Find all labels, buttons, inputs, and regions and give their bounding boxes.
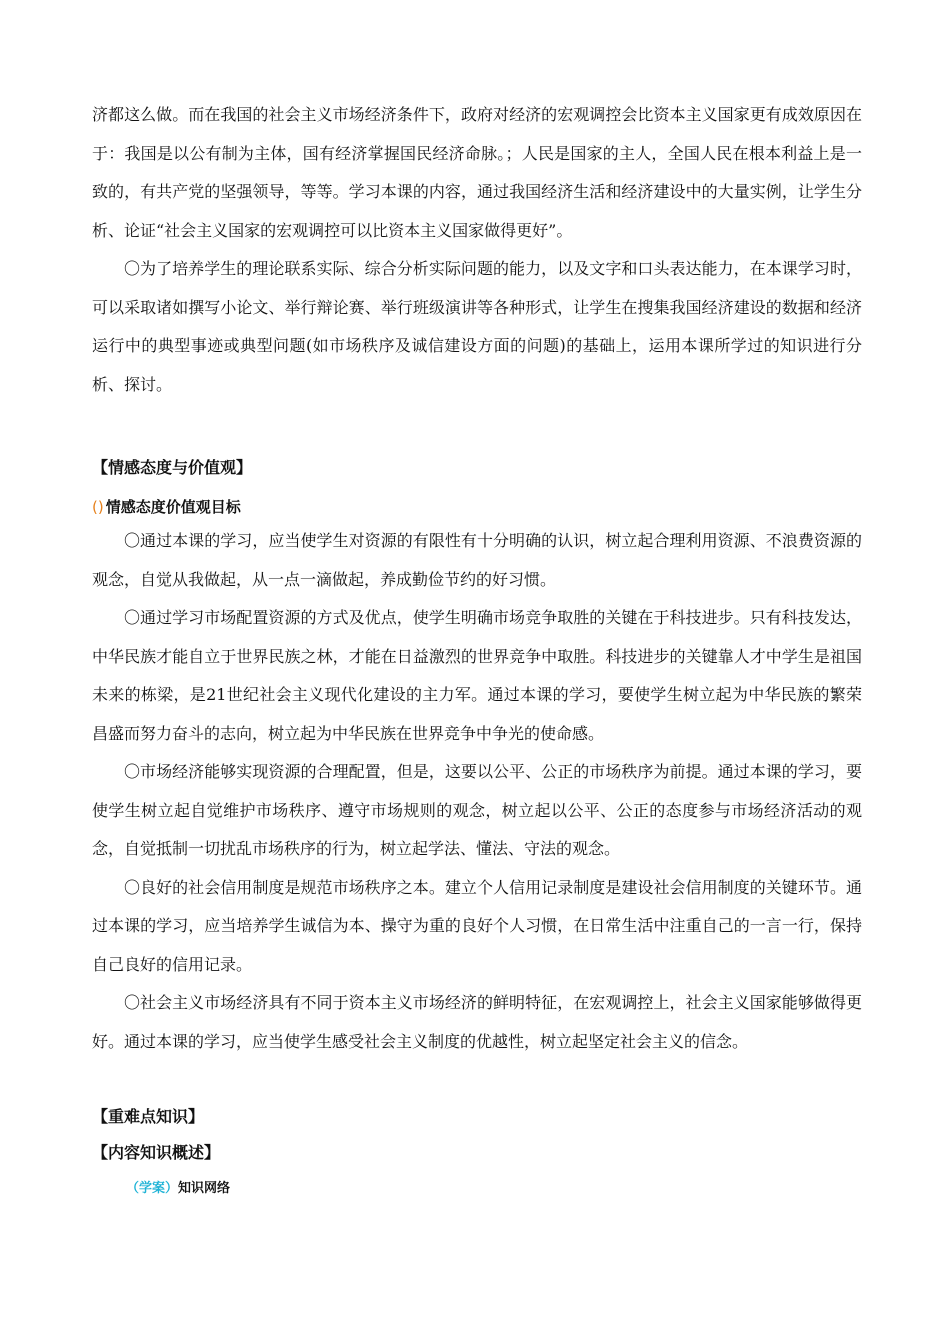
subheading-goal-label: 情感态度价值观目标 <box>105 498 241 516</box>
heading-emotion-values: 【情感态度与价值观】 <box>92 458 253 477</box>
goal-item: 〇通过本课的学习，应当使学生对资源的有限性有十分明确的认识，树立起合理利用资源、不浪费资源的观念，自觉从我做起，从一点一滴做起，养成勤俭节约的好习惯。 <box>92 531 862 589</box>
paragraph-intro: 济都这么做。而在我国的社会主义市场经济条件下，政府对经济的宏观调控会比资本主义国家更有成效原因在于：我国是以公有制为主体，国有经济掌握国民经济命脉。；人民是国家的主人，全国人民在根本利益上是一致的，有共产党的坚强领导，等等。学习本课的内容，通过我国经济生活和经济建设中的大量实例，让学生分析、论证“社会主义国家的宏观调控可以比资本主义国家做得更好”。 <box>92 105 862 240</box>
knowledge-network-label: 知识网络 <box>178 1181 231 1196</box>
goal-item: 〇社会主义市场经济具有不同于资本主义市场经济的鲜明特征，在宏观调控上，社会主义国家能够做得更好。通过本课的学习，应当使学生感受社会主义制度的优越性，树立起坚定社会主义的信念。 <box>92 993 862 1051</box>
goal-item: 〇通过学习市场配置资源的方式及优点，使学生明确市场竞争取胜的关键在于科技进步。只有科技发达，中华民族才能自立于世界民族之林，才能在日益激烈的世界竞争中取胜。科技进步的关键靠人才中学生是祖国未来的栋梁，是21世纪社会主义现代化建设的主力军。通过本课的学习，要使学生树立起为中华民族的繁荣昌盛而努力奋斗的志向，树立起为中华民族在世界竞争中争光的使命感。 <box>92 608 862 743</box>
subheading-goal <box>92 496 862 518</box>
bracket-marker: () <box>92 498 104 516</box>
document-page <box>92 96 862 1199</box>
heading-content-overview: 【内容知识概述】 <box>92 1143 221 1162</box>
goal-item: 〇市场经济能够实现资源的合理配置，但是，这要以公平、公正的市场秩序为前提。通过本课的学习，要使学生树立起自觉维护市场秩序、遵守市场规则的观念，树立起以公平、公正的态度参与市场经济活动的观念，自觉抵制一切扰乱市场秩序的行为，树立起学法、懂法、守法的观念。 <box>92 762 862 858</box>
knowledge-network-line <box>92 1179 862 1199</box>
heading-key-points: 【重难点知识】 <box>92 1107 205 1126</box>
xuean-tag: （学案） <box>126 1181 179 1196</box>
paragraph-ability: 〇为了培养学生的理论联系实际、综合分析实际问题的能力，以及文字和口头表达能力，在本课学习时，可以采取诸如撰写小论文、举行辩论赛、举行班级演讲等各种形式，让学生在搜集我国经济建设的数据和经济运行中的典型事迹或典型问题(如市场秩序及诚信建设方面的问题)的基础上，运用本课所学过的知识进行分析、探讨。 <box>92 259 862 394</box>
goal-item: 〇良好的社会信用制度是规范市场秩序之本。建立个人信用记录制度是建设社会信用制度的关键环节。通过本课的学习，应当培养学生诚信为本、操守为重的良好个人习惯，在日常生活中注重自己的一言一行，保持自己良好的信用记录。 <box>92 877 862 974</box>
